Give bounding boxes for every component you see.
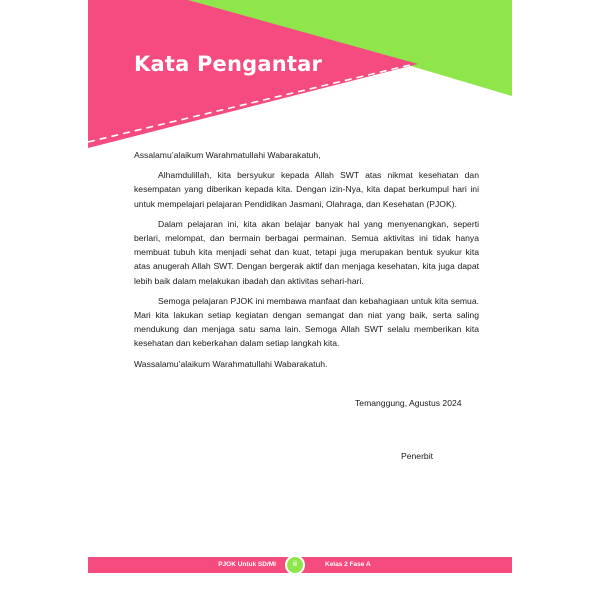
paragraph-3: Semoga pelajaran PJOK ini membawa manfaat dan kebahagiaan untuk kita semua. Mari kita lakukan setiap kegiatan dengan semangat dan niat yang baik, serta saling mendukung dan menjaga satu sama lain. Semoga Allah SWT selalu memberikan kita kesehatan dan keberkahan dalam setiap langkah kita.	[134, 295, 479, 349]
paragraph-1: Alhamdulillah, kita bersyukur kepada Allah SWT atas nikmat kesehatan dan kesempatan yang diberikan kepada kita. Dengan izin-Nya, kita dapat berkumpul hari ini untuk mempelajari pelajaran Pendidikan Jasmani, Olahraga, dan Kesehatan (PJOK).	[134, 170, 479, 209]
greeting: Assalamu’alaikum Warahmatullahi Wabarakatuh,	[134, 150, 321, 160]
publisher-signature: Penerbit	[401, 451, 434, 461]
page-number-badge: ii	[285, 555, 305, 575]
footer-class-label: Kelas 2 Fase A	[325, 561, 371, 568]
page-title: Kata Pengantar	[134, 52, 323, 76]
footer-book-title: PJOK Untuk SD/MI	[218, 561, 276, 568]
foreword-body	[134, 148, 479, 377]
place-date: Temanggung, Agustus 2024	[355, 398, 462, 408]
paragraph-2: Dalam pelajaran ini, kita akan belajar banyak hal yang menyenangkan, seperti berlari, melompat, dan bermain berbagai permainan. Semua aktivitas ini tidak hanya membuat tubuh kita menjadi sehat dan kuat, tetapi juga merupakan bentuk syukur kita atas anugerah Allah SWT. Dengan bergerak aktif dan menjaga kesehatan, kita juga dapat lebih baik dalam melakukan ibadah dan aktivitas sehari-hari.	[134, 218, 479, 286]
closing: Wassalamu’alaikum Warahmatullahi Wabarakatuh.	[134, 358, 328, 369]
